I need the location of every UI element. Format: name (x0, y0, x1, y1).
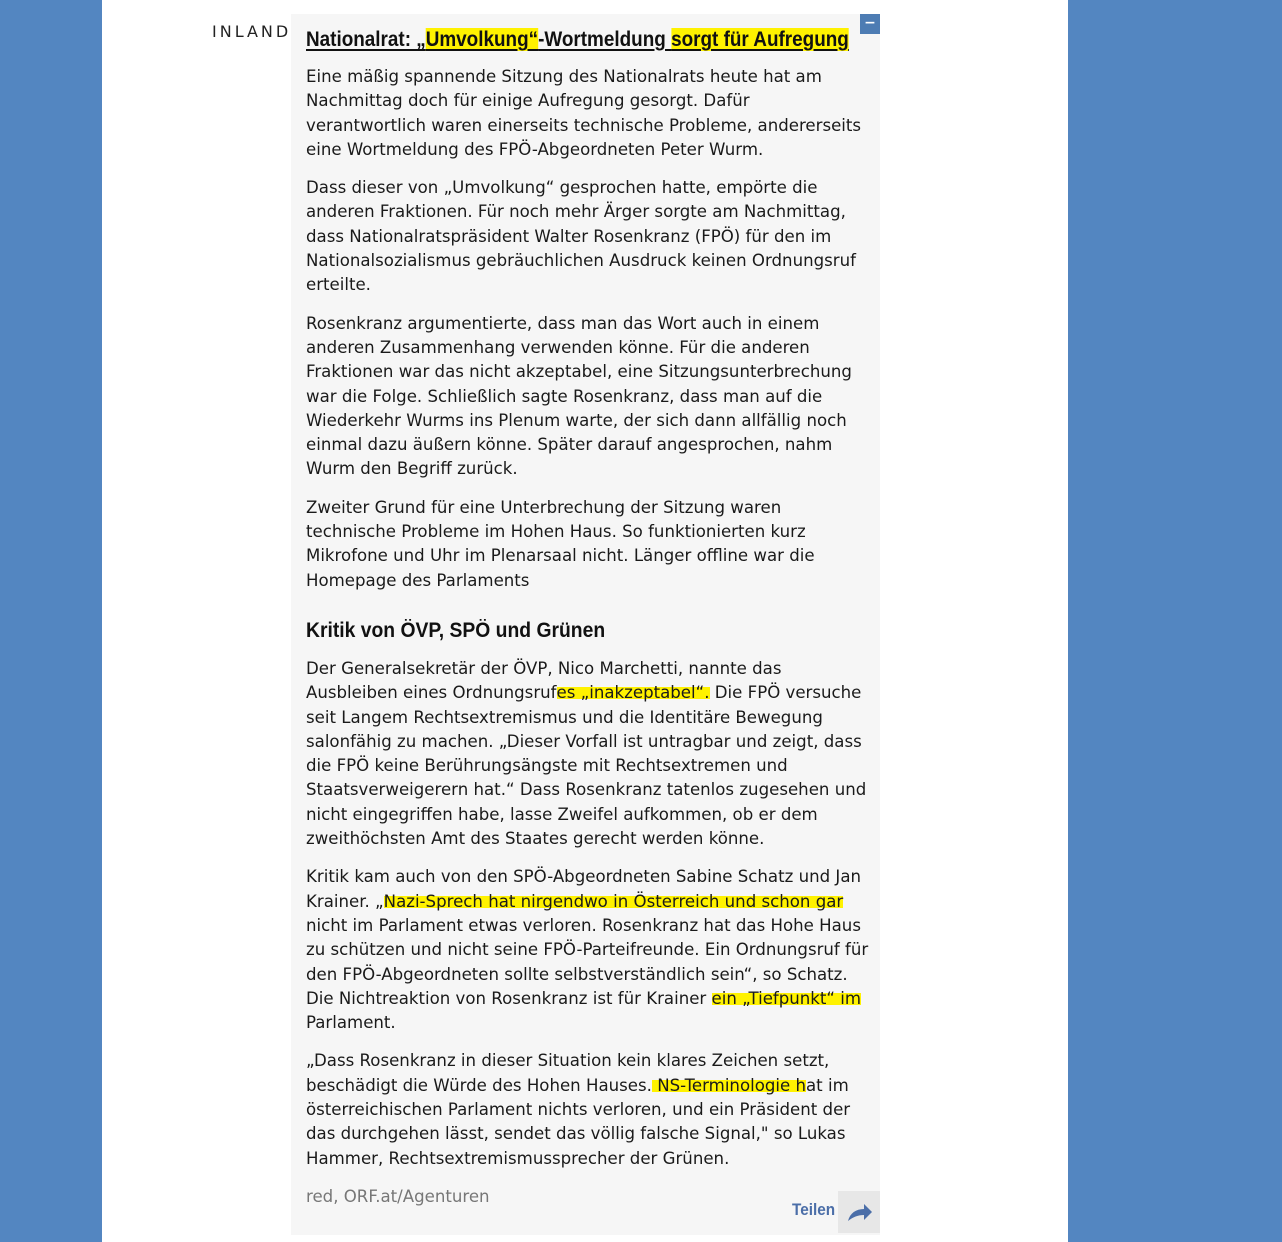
paragraph-6 (306, 865, 872, 1035)
p6-text-3: Parlament. (306, 1013, 396, 1033)
title-part-2: Umvolkung“ (425, 28, 539, 51)
p7-text-1: „Dass Rosenkranz in dieser Situation kein klares Zeichen setzt, beschädigt die Würde des Hohen Hauses. (306, 1051, 830, 1095)
p5-highlight: es „inakzeptabel“. (556, 683, 710, 703)
title-part-4: sorgt für Aufregung (671, 28, 849, 51)
paragraph-5 (306, 657, 872, 851)
page-content (102, 0, 1068, 1242)
subheading: Kritik von ÖVP, SPÖ und Grünen (306, 618, 606, 642)
paragraph-3: Rosenkranz argumentierte, dass man das Wort auch in einem anderen Zusammenhang verwenden könne. Für die anderen Fraktionen war das nicht akzeptabel, eine Sitzungsunterbrechung war die Folge. Schließlich sagte Rosenkranz, dass man auf die Wiederkehr Wurms ins Plenum warte, der sich dann allfällig noch einmal dazu äußern könne. Später darauf angesprochen, nahm Wurm den Begriff zurück. (306, 313, 852, 479)
story-body (306, 65, 872, 1185)
share-arrow-svg (838, 1191, 880, 1233)
collapse-button[interactable]: − (860, 14, 880, 34)
source-credit: red, ORF.at/Agenturen (306, 1187, 490, 1206)
paragraph-1: Eine mäßig spannende Sitzung des Nationalrats heute hat am Nachmittag doch für einige Aufregung gesorgt. Dafür verantwortlich waren einerseits technische Probleme, andererseits eine Wortmeldung des FPÖ-Abgeordneten Peter Wurm. (306, 67, 862, 159)
p6-text-1: Kritik kam auch von den SPÖ-Abgeordneten Sabine Schatz und Jan Krainer. „ (306, 867, 861, 911)
p5-text-1: Der Generalsekretär der ÖVP, Nico Marchetti, nannte das Ausbleiben eines Ordnungsruf (306, 658, 782, 703)
p6-highlight-2: ein „Tiefpunkt“ im (711, 988, 862, 1008)
title-part-3: -Wortmeldung (538, 28, 672, 51)
paragraph-7 (306, 1049, 872, 1170)
p7-highlight: NS-Terminologie h (651, 1075, 807, 1095)
category-label: INLAND (212, 22, 292, 41)
paragraph-2: Dass dieser von „Umvolkung“ gesprochen hatte, empörte die anderen Fraktionen. Für noch mehr Ärger sorgte am Nachmittag, dass Nationalratspräsident Walter Rosenkranz (FPÖ) für den im Nationalsozialismus gebräuchlichen Ausdruck keinen Ordnungsruf erteilte. (306, 178, 856, 295)
p7-text-2: at im österreichischen Parlament nichts verloren, und ein Präsident der das durchgehen lässt, sendet das völlig falsche Signal," so Lukas Hammer, Rechtsextremismussprecher der Grünen. (306, 1075, 851, 1168)
paragraph-4: Zweiter Grund für eine Unterbrechung der Sitzung waren technische Probleme im Hohen Haus. So funktionierten kurz Mikrofone und Uhr im Plenarsaal nicht. Länger offline war die Homepage des Parlaments (306, 497, 815, 590)
title-part-1: Nationalrat: „ (306, 28, 426, 51)
p6-highlight-1: Nazi-Sprech hat nirgendwo in Österreich und schon gar (383, 891, 844, 911)
p5-text-2: Die FPÖ versuche seit Langem Rechtsextremismus und die Identitäre Bewegung salonfähig zu machen. „Dieser Vorfall ist untragbar und zeigt, dass die FPÖ keine Berührungsängste mit Rechtsextremen und Staatsverweigerern hat.“ Dass Rosenkranz tatenlos zugesehen und nicht eingegriffen habe, lasse Zweifel aufkommen, ob er dem zweithöchsten Amt des Staates gerecht werden könne. (306, 683, 867, 849)
p6-text-2: nicht im Parlament etwas verloren. Rosenkranz hat das Hohe Haus zu schützen und nicht seine FPÖ-Parteifreunde. Ein Ordnungsruf für den FPÖ-Abgeordneten sollte selbstverständlich sein“, so Schatz. Die Nichtreaktion von Rosenkranz ist für Krainer (306, 915, 869, 1008)
share-button[interactable]: Teilen (792, 1200, 836, 1219)
share-arrow-icon[interactable] (838, 1191, 880, 1233)
story-title[interactable] (306, 26, 849, 54)
